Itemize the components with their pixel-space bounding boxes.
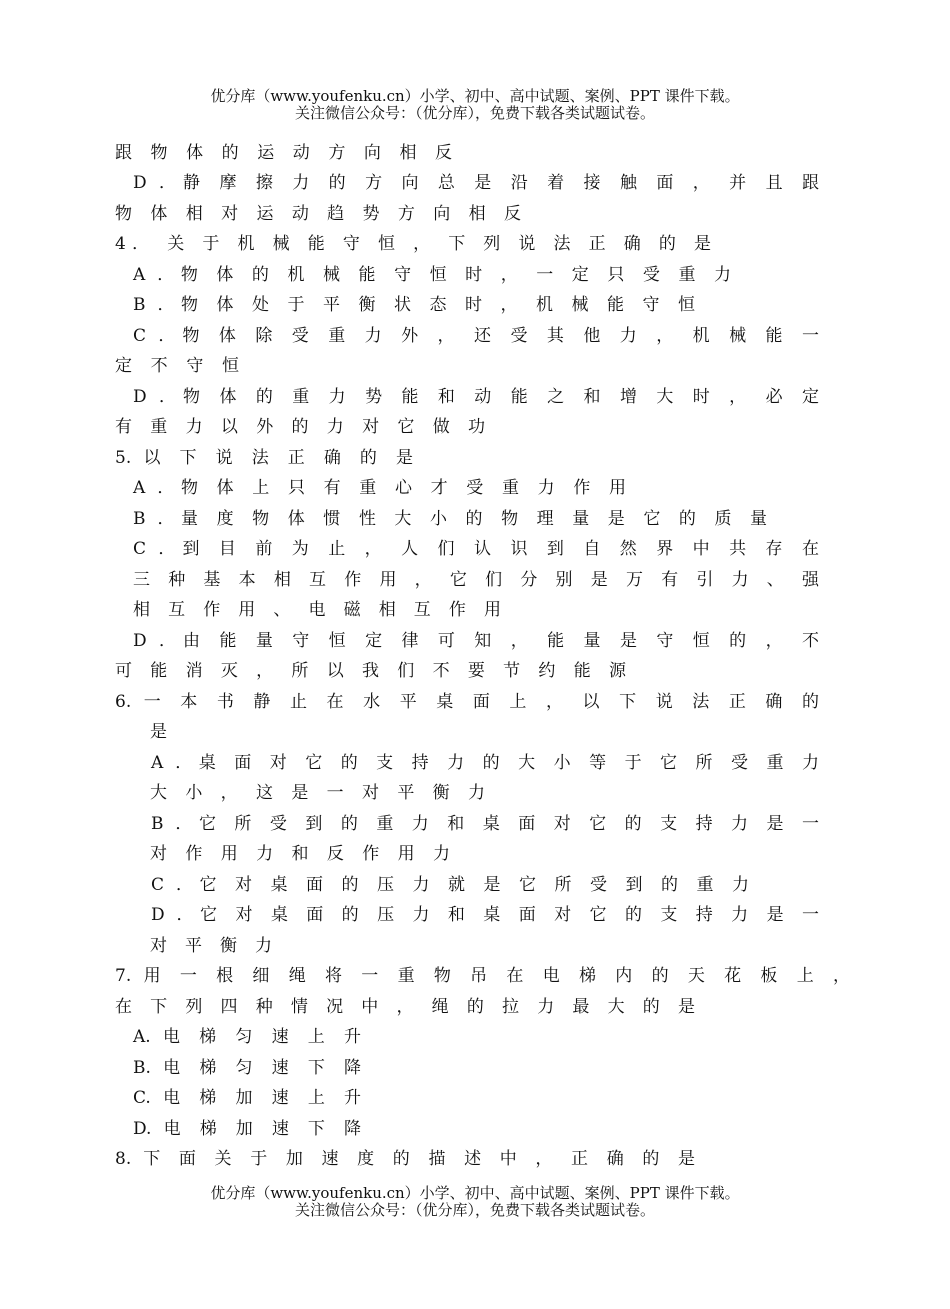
question-6: 6. 一 本 书 静 止 在 水 平 桌 面 上 ， 以 下 说 法 正 确 的 [115,692,819,712]
text-line: 可 能 消 灭 ， 所 以 我 们 不 要 节 约 能 源 [115,661,626,681]
text-line: 对 平 衡 力 [150,936,272,956]
option-b-line: B ．物 体 处 于 平 衡 状 态 时 ， 机 械 能 守 恒 [133,295,695,315]
text-line: 物 体 相 对 运 动 趋 势 方 向 相 反 [115,204,521,224]
header-line-2: 关注微信公众号：（优分库），免费下载各类试题试卷。 [294,104,655,122]
text-line: 在 下 列 四 种 情 况 中 ， 绳 的 拉 力 最 大 的 是 [115,997,695,1017]
option-c-line: C ．到 目 前 为 止 ， 人 们 认 识 到 自 然 界 中 共 存 在 [133,539,819,559]
question-8: 8. 下 面 关 于 加 速 度 的 描 述 中 ， 正 确 的 是 [115,1149,695,1169]
text-line: 是 [150,722,167,742]
option-c-line: C. 电 梯 加 速 上 升 [133,1088,361,1108]
page-header [0,88,950,122]
header-line-1: 优分库（www.youfenku.cn）小学、初中、高中试题、案例、PPT 课件下载。 [210,87,740,105]
option-d-line: D. 电 梯 加 速 下 降 [133,1119,361,1139]
question-4: 4． 关 于 机 械 能 守 恒 ， 下 列 说 法 正 确 的 是 [115,234,711,254]
option-b-line: B. 电 梯 匀 速 下 降 [133,1058,361,1078]
text-line: 大 小 ， 这 是 一 对 平 衡 力 [150,783,485,803]
page-footer [0,1185,950,1219]
option-a-line: A ．物 体 的 机 械 能 守 恒 时 ， 一 定 只 受 重 力 [133,265,731,285]
option-a-line: A. 电 梯 匀 速 上 升 [133,1027,361,1047]
text-line: 有 重 力 以 外 的 力 对 它 做 功 [115,417,485,437]
option-b-line: B ．它 所 受 到 的 重 力 和 桌 面 对 它 的 支 持 力 是 一 [151,814,819,834]
option-d-line: D ．静 摩 擦 力 的 方 向 总 是 沿 着 接 触 面 ， 并 且 跟 [133,173,819,193]
text-line: 跟 物 体 的 运 动 方 向 相 反 [115,143,452,163]
option-a-line: A ．物 体 上 只 有 重 心 才 受 重 力 作 用 [133,478,626,498]
option-d-line: D ．由 能 量 守 恒 定 律 可 知 ， 能 量 是 守 恒 的 ， 不 [133,631,819,651]
option-a-line: A ．桌 面 对 它 的 支 持 力 的 大 小 等 于 它 所 受 重 力 [151,753,819,773]
option-d-line: D ．它 对 桌 面 的 压 力 和 桌 面 对 它 的 支 持 力 是 一 [151,905,819,925]
text-line: 对 作 用 力 和 反 作 用 力 [150,844,450,864]
option-c-line: C ．物 体 除 受 重 力 外 ， 还 受 其 他 力 ， 机 械 能 一 [133,326,819,346]
footer-line-1: 优分库（www.youfenku.cn）小学、初中、高中试题、案例、PPT 课件下载。 [210,1184,740,1202]
option-b-line: B ．量 度 物 体 惯 性 大 小 的 物 理 量 是 它 的 质 量 [133,509,767,529]
text-line: 定 不 守 恒 [115,356,239,376]
option-d-line: D ．物 体 的 重 力 势 能 和 动 能 之 和 增 大 时 ， 必 定 [133,387,819,407]
question-7: 7. 用 一 根 细 绳 将 一 重 物 吊 在 电 梯 内 的 天 花 板 上 ， [115,966,850,986]
question-5: 5. 以 下 说 法 正 确 的 是 [115,448,413,468]
text-line: 三 种 基 本 相 互 作 用 ， 它 们 分 别 是 万 有 引 力 、 强 [133,570,819,590]
option-c-line: C ．它 对 桌 面 的 压 力 就 是 它 所 受 到 的 重 力 [151,875,749,895]
footer-line-2: 关注微信公众号：（优分库），免费下载各类试题试卷。 [294,1201,655,1219]
text-line: 相 互 作 用 、 电 磁 相 互 作 用 [133,600,501,620]
